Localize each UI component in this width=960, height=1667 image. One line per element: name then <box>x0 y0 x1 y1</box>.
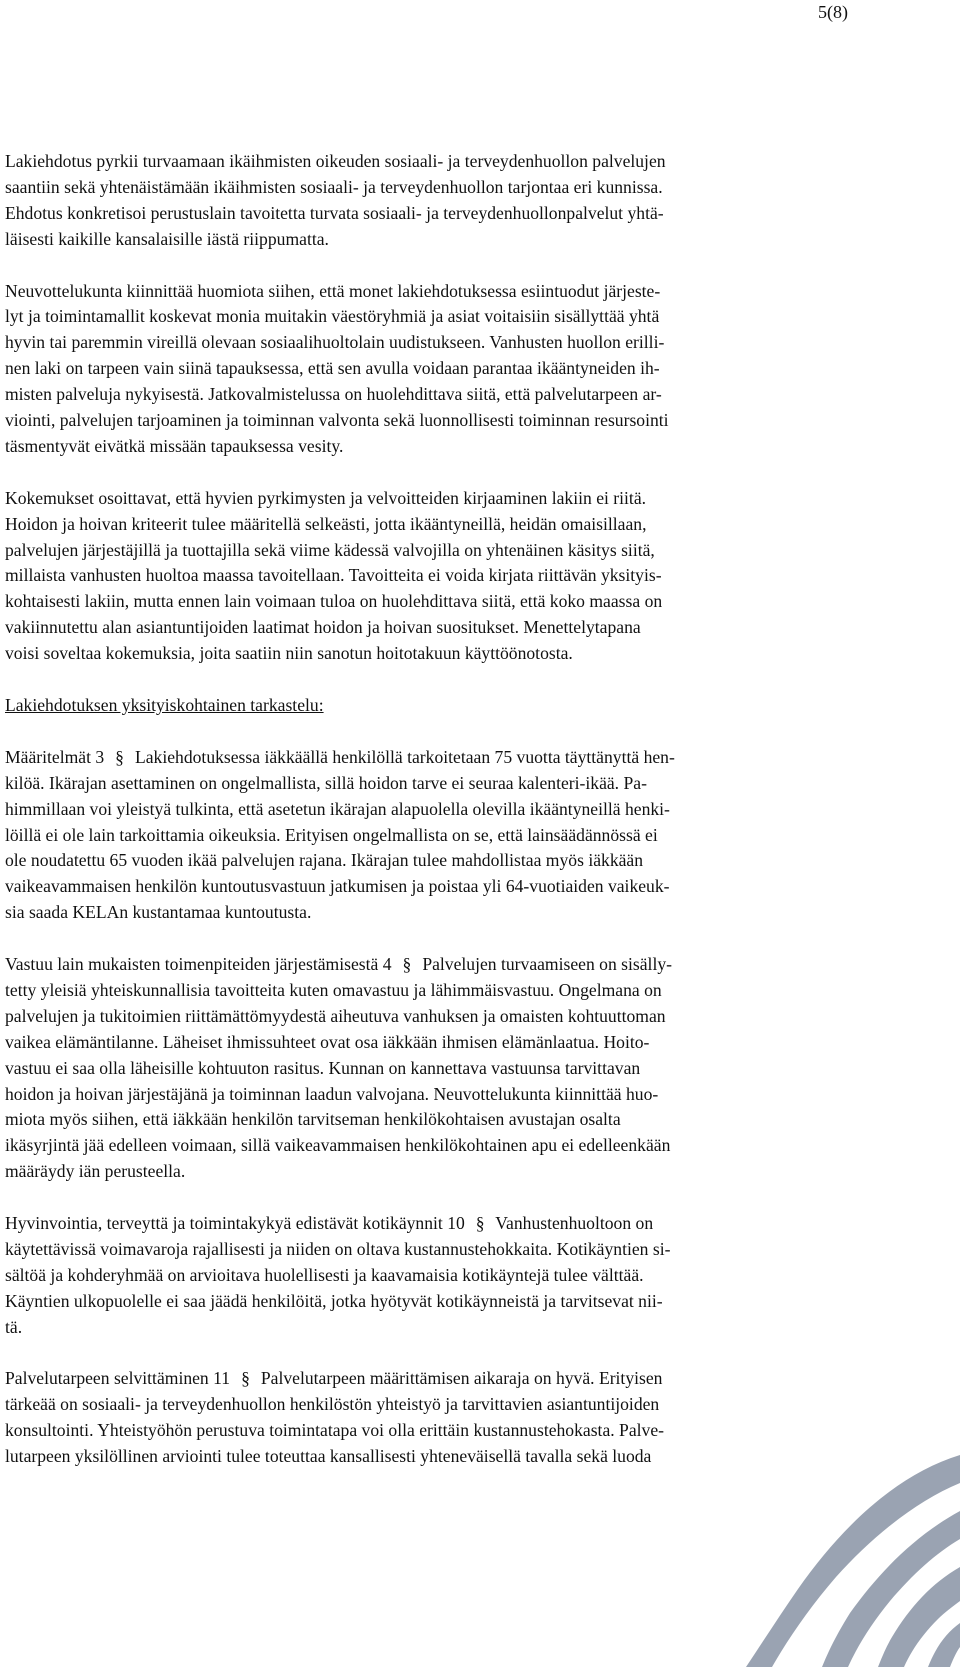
corner-wave-decoration-icon <box>680 1447 960 1667</box>
text-line: tetty yleisiä yhteiskunnallisia tavoitteita kuten omavastuu ja lähimmäisvastuu. Ongelmana on <box>5 979 662 1000</box>
document-body <box>5 149 877 1470</box>
section-sign: § <box>402 954 412 975</box>
text-line: Kokemukset osoittavat, että hyvien pyrkimysten ja velvoitteiden kirjaaminen lakiin ei riitä. <box>5 487 647 508</box>
section-title: Palvelutarpeen selvittäminen 11 <box>5 1368 231 1389</box>
paragraph-intro <box>5 149 877 253</box>
section-sign: § <box>241 1368 250 1389</box>
text-line: sältöä ja kohderyhmää on arvioitava huolellisesti ja kaavamaisia kotikäyntejä tulee välttää. <box>5 1264 644 1285</box>
text-line: vakiinnutettu alan asiantuntijoiden laatimat hoidon ja hoivan suositukset. Menettelytapana <box>5 617 641 638</box>
text-line: konsultointi. Yhteistyöhön perustuva toimintatapa voi olla erittäin kustannustehokasta. Palve- <box>5 1420 665 1441</box>
text-line: miota myös siihen, että iäkkään henkilön tarvitseman henkilökohtaisen avustajan osalta <box>5 1109 621 1130</box>
section-title: Hyvinvointia, terveyttä ja toimintakykyä edistävät kotikäynnit 10 <box>5 1213 465 1234</box>
text-line: vaikeavammaisen henkilön kuntoutusvastuun jatkumisen ja poistaa yli 64-vuotiaiden vaikeuk- <box>5 876 670 897</box>
text-line: vaikea elämäntilanne. Läheiset ihmissuhteet ovat osa iäkkään ihmisen elämänlaatua. Hoito- <box>5 1031 650 1052</box>
text-line: viointi, palvelujen tarjoaminen ja toiminnan valvonta sekä luonnollisesti toiminnan resursointi <box>5 410 669 431</box>
section-vastuu <box>5 952 877 1185</box>
page-number: 5(8) <box>818 2 848 22</box>
text-line: millaista vanhusten huoltoa maassa tavoitellaan. Tavoitteita ei voida kirjata riittävän yksityis- <box>5 565 662 586</box>
text-line: Ehdotus konkretisoi perustuslain tavoitetta turvata sosiaali- ja terveydenhuollonpalvelut yhtä- <box>5 202 664 223</box>
text-line: kohtaisesti lakiin, mutta ennen lain voimaan tuloa on huolehdittava siitä, että koko maassa on <box>5 591 663 612</box>
section-maaritelmat <box>5 745 877 926</box>
section-title: Määritelmät 3 <box>5 746 105 767</box>
text-line: hoidon ja hoivan järjestäjänä ja toiminnan laadun valvojana. Neuvottelukunta kiinnittää huo- <box>5 1083 659 1104</box>
paragraph-kokemukset <box>5 486 877 667</box>
text-line: kilöä. Ikärajan asettaminen on ongelmallista, sillä hoidon tarve ei seuraa kalenteri-ikää. Pa- <box>5 772 647 793</box>
section-first-text: Palvelutarpeen määrittämisen aikaraja on hyvä. Erityisen <box>260 1368 663 1389</box>
paragraph-neuvottelukunta <box>5 279 877 460</box>
section-kotikaynnit <box>5 1211 877 1341</box>
section-first-line <box>5 952 877 978</box>
text-line: ikäsyrjintä jää edelleen voimaan, sillä vaikeavammaisen henkilökohtainen apu ei edelleenkään <box>5 1135 671 1156</box>
section-first-line <box>5 745 877 771</box>
text-line: nen laki on tarpeen vain siinä tapauksessa, että sen avulla voidaan parantaa ikääntyneiden ih- <box>5 358 660 379</box>
text-line: vastuu ei saa olla läheisille kohtuuton rasitus. Kunnan on kannettava vastuunsa tarvittavan <box>5 1057 641 1078</box>
text-line: palvelujen järjestäjillä ja tuottajilla sekä viime kädessä valvojilla on yhtenäinen käsitys siitä, <box>5 539 655 560</box>
text-line: saantiin sekä yhtenäistämään ikäihmisten sosiaali- ja terveydenhuollon tarjontaa eri kunnissa. <box>5 176 663 197</box>
section-heading: Lakiehdotuksen yksityiskohtainen tarkastelu: <box>5 694 324 715</box>
text-line: misten palveluja nykyisestä. Jatkovalmistelussa on huolehdittava siitä, että palvelutarpeen ar- <box>5 384 662 405</box>
text-line: löillä ei ole lain tarkoittamia oikeuksia. Erityisen ongelmallista on se, että lainsäädännössä ei <box>5 824 658 845</box>
section-first-line <box>5 1366 877 1392</box>
text-line: ole noudatettu 65 vuoden ikää palvelujen rajana. Ikärajan tulee mahdollistaa myös iäkkään <box>5 850 644 871</box>
text-line: Käyntien ulkopuolelle ei saa jäädä henkilöitä, jotka hyötyvät kotikäynneistä ja tarvitsevat nii- <box>5 1290 663 1311</box>
text-line: voisi soveltaa kokemuksia, joita saatiin niin sanotun hoitotakuun käyttöönotosta. <box>5 643 573 664</box>
text-line: Neuvottelukunta kiinnittää huomiota siihen, että monet lakiehdotuksessa esiintuodut järjeste- <box>5 280 661 301</box>
text-line: täsmentyvät eivätkä missään tapauksessa vesity. <box>5 435 344 456</box>
text-line: sia saada KELAn kustantamaa kuntoutusta. <box>5 902 312 923</box>
section-first-text: Palvelujen turvaamiseen on sisälly- <box>422 954 672 975</box>
section-title: Vastuu lain mukaisten toimenpiteiden järjestämisestä 4 <box>5 954 392 975</box>
text-line: läisesti kaikille kansalaisille iästä riippumatta. <box>5 228 329 249</box>
text-line: hyvin tai paremmin vireillä olevaan sosiaalihuoltolain uudistukseen. Vanhusten huollon erilli- <box>5 332 665 353</box>
section-sign: § <box>475 1213 485 1234</box>
section-first-text: Vanhustenhuoltoon on <box>495 1213 654 1234</box>
section-sign: § <box>115 746 124 767</box>
section-first-text: Lakiehdotuksessa iäkkäällä henkilöllä tarkoitetaan 75 vuotta täyttänyttä hen- <box>134 746 675 767</box>
text-line: tä. <box>5 1316 23 1337</box>
text-line: lutarpeen yksilöllinen arviointi tulee toteuttaa kansallisesti yhteneväisellä tavalla sekä luoda <box>5 1446 652 1467</box>
text-line: himmillaan voi yleistyä tulkinta, että asetetun ikärajan alapuolella olevilla ikääntyneillä henki- <box>5 798 670 819</box>
text-line: palvelujen ja tukitoimien riittämättömyydestä aiheutuva vanhuksen ja omaisten kohtuuttoman <box>5 1005 666 1026</box>
text-line: tärkeää on sosiaali- ja terveydenhuollon henkilöstön yhteistyö ja tarvittavien asiantuntijoiden <box>5 1394 660 1415</box>
section-first-line <box>5 1211 877 1237</box>
section-heading-block <box>5 693 877 719</box>
text-line: lyt ja toimintamallit koskevat monia muitakin väestöryhmiä ja asiat voitaisiin sisällyttää yhtä <box>5 306 660 327</box>
text-line: Hoidon ja hoivan kriteerit tulee määritellä selkeästi, jotta ikääntyneillä, heidän omaisillaan, <box>5 513 647 534</box>
text-line: Lakiehdotus pyrkii turvaamaan ikäihmisten oikeuden sosiaali- ja terveydenhuollon palvelujen <box>5 151 666 171</box>
text-line: määräydy iän perusteella. <box>5 1161 186 1182</box>
text-line: käytettävissä voimavaroja rajallisesti ja niiden on oltava kustannustehokkaita. Kotikäyntien si- <box>5 1238 671 1259</box>
